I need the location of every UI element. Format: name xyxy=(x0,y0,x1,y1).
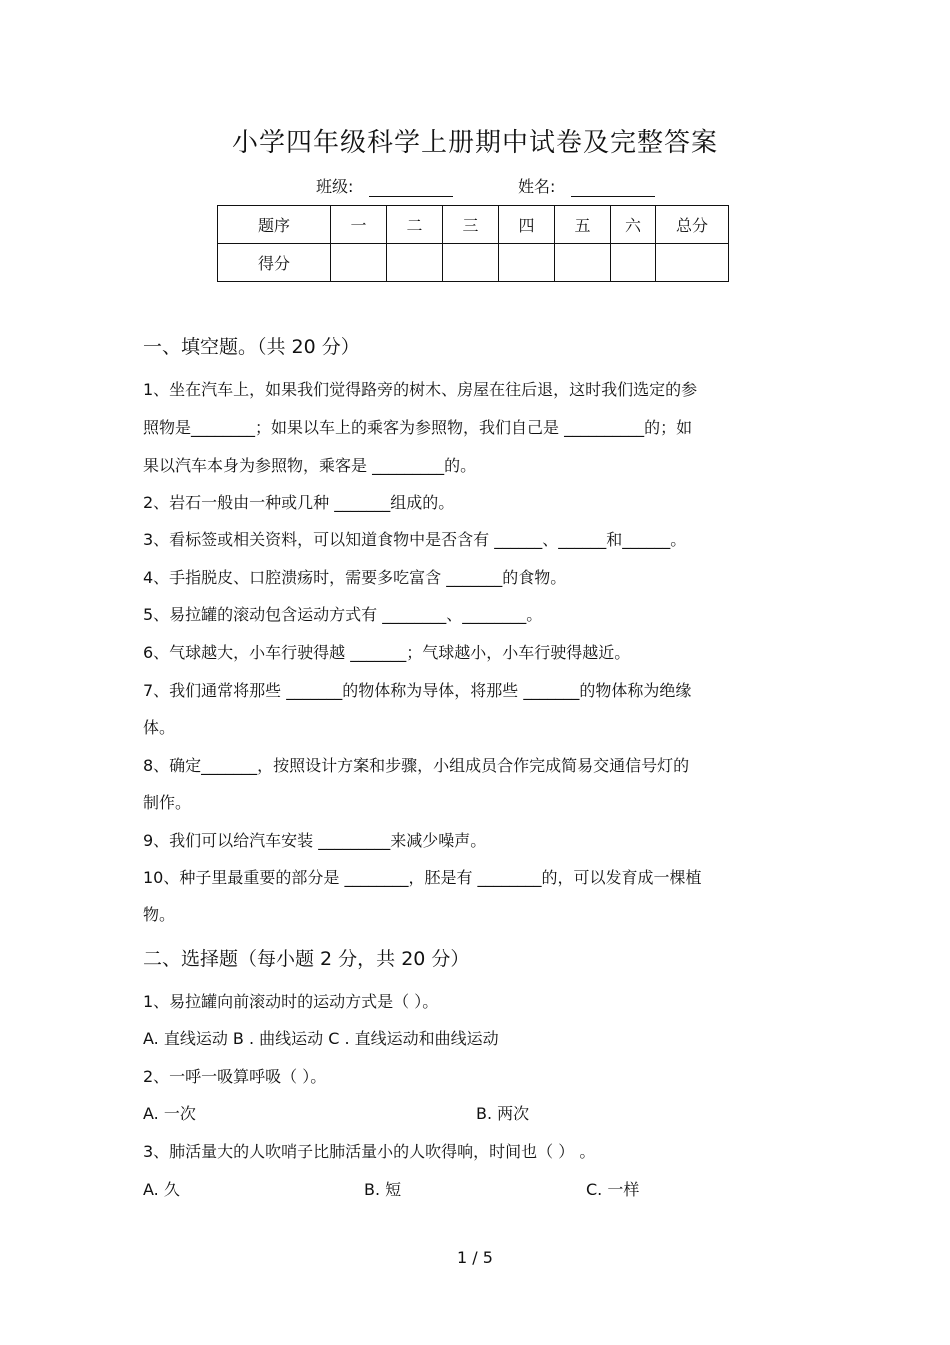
class-field[interactable] xyxy=(316,174,453,197)
score-cell[interactable] xyxy=(331,244,387,282)
table-cell: 总分 xyxy=(656,206,729,244)
table-cell: 得分 xyxy=(218,244,331,282)
answer-options: A. 直线运动 B . 曲线运动 C . 直线运动和曲线运动 xyxy=(143,1029,499,1048)
option-b: B. 短 xyxy=(364,1180,402,1199)
score-cell[interactable] xyxy=(387,244,443,282)
option-a: A. 久 xyxy=(143,1180,180,1199)
question-line: 8、确定_______，按照设计方案和步骤，小组成员合作完成简易交通信号灯的 xyxy=(143,756,690,775)
score-cell[interactable] xyxy=(611,244,656,282)
question-line: 4、手指脱皮、口腔溃疡时，需要多吃富含 _______的食物。 xyxy=(143,568,567,587)
table-cell: 题序 xyxy=(218,206,331,244)
question-line: 5、易拉罐的滚动包含运动方式有 ________、________。 xyxy=(143,605,543,624)
name-field[interactable] xyxy=(518,174,655,197)
question-line: 2、一呼一吸算呼吸（ ）。 xyxy=(143,1067,327,1086)
score-cell[interactable] xyxy=(499,244,555,282)
question-line: 果以汽车本身为参照物，乘客是 _________的。 xyxy=(143,456,477,475)
table-cell: 五 xyxy=(555,206,611,244)
section2-title: 二、选择题（每小题 2 分，共 20 分） xyxy=(143,948,470,970)
name-label: 姓名: xyxy=(518,177,556,196)
name-blank[interactable] xyxy=(571,180,655,197)
question-line: 2、岩石一般由一种或几种 _______组成的。 xyxy=(143,493,455,512)
page-number: 1 / 5 xyxy=(457,1248,493,1267)
score-cell[interactable] xyxy=(443,244,499,282)
question-line: 10、种子里最重要的部分是 ________，胚是有 ________的，可以发育成一棵植 xyxy=(143,868,702,887)
score-table-header-row xyxy=(218,206,729,244)
question-line: 照物是________；如果以车上的乘客为参照物，我们自己是 __________的；如 xyxy=(143,418,693,437)
option-a: A. 一次 xyxy=(143,1104,196,1123)
option-b: B. 两次 xyxy=(476,1104,530,1123)
exam-title: 小学四年级科学上册期中试卷及完整答案 xyxy=(231,128,718,158)
question-line: 3、肺活量大的人吹哨子比肺活量小的人吹得响，时间也（ ） 。 xyxy=(143,1142,596,1161)
question-line: 7、我们通常将那些 _______的物体称为导体，将那些 _______的物体称为绝缘 xyxy=(143,681,692,700)
question-line: 体。 xyxy=(143,718,176,737)
score-cell[interactable] xyxy=(555,244,611,282)
class-name-row xyxy=(0,174,950,198)
score-table-score-row xyxy=(218,244,729,282)
score-cell[interactable] xyxy=(656,244,729,282)
table-cell: 一 xyxy=(331,206,387,244)
question-line: 6、气球越大，小车行驶得越 _______；气球越小，小车行驶得越近。 xyxy=(143,643,631,662)
table-cell: 四 xyxy=(499,206,555,244)
table-cell: 三 xyxy=(443,206,499,244)
section1-title: 一、填空题。（共 20 分） xyxy=(143,336,360,358)
table-cell: 二 xyxy=(387,206,443,244)
class-blank[interactable] xyxy=(369,180,453,197)
score-table xyxy=(217,205,729,282)
question-line: 3、看标签或相关资料，可以知道食物中是否含有 ______、______和______。 xyxy=(143,530,687,549)
question-line: 物。 xyxy=(143,905,176,924)
class-label: 班级: xyxy=(316,177,354,196)
option-c: C. 一样 xyxy=(586,1180,640,1199)
question-line: 制作。 xyxy=(143,793,192,812)
table-cell: 六 xyxy=(611,206,656,244)
question-line: 1、易拉罐向前滚动时的运动方式是（ ）。 xyxy=(143,992,439,1011)
question-line: 9、我们可以给汽车安装 _________来减少噪声。 xyxy=(143,831,487,850)
question-line: 1、坐在汽车上，如果我们觉得路旁的树木、房屋在往后退，这时我们选定的参 xyxy=(143,380,698,399)
